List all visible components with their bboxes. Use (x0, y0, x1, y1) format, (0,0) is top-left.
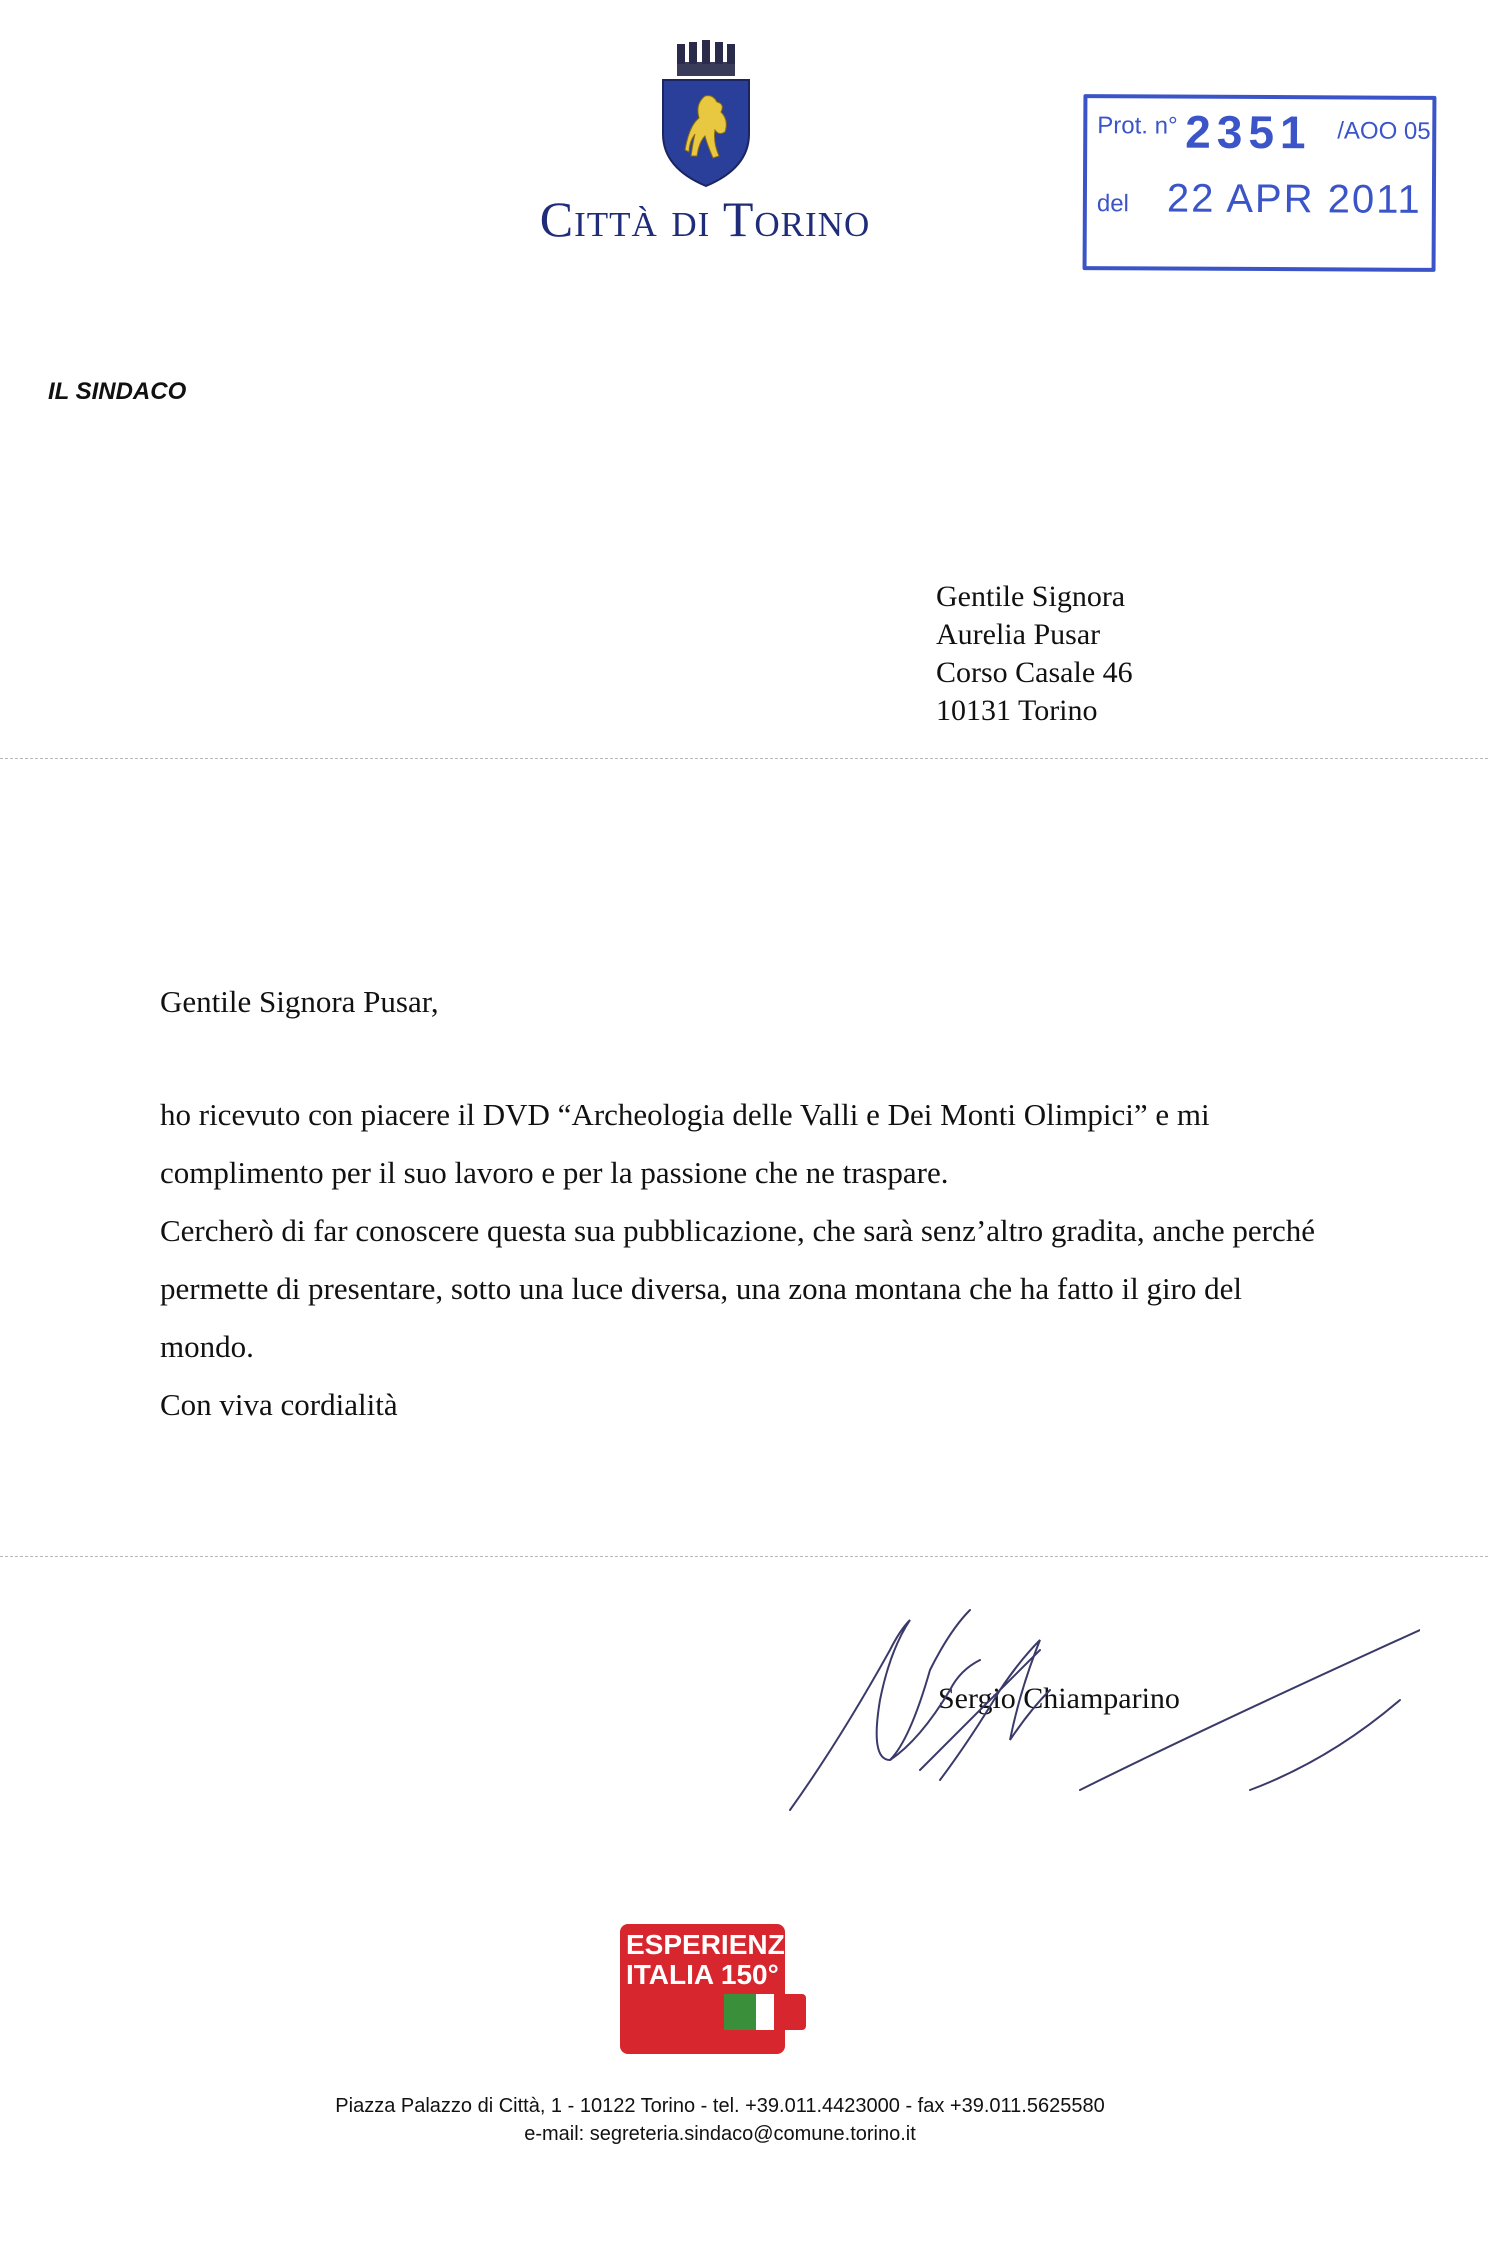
torino-crest-icon (655, 38, 757, 188)
prot-label: Prot. n° (1097, 112, 1178, 140)
footer-address: Piazza Palazzo di Città, 1 - 10122 Torino - tel. +39.011.4423000 - fax +39.011.5625580 (335, 2095, 1105, 2117)
date-label: del (1096, 190, 1129, 218)
address-line: Aurelia Pusar (936, 618, 1101, 651)
footer (0, 2092, 1440, 2148)
logo-line: ITALIA 150° (626, 1959, 779, 1990)
flag-green-stripe (724, 1994, 756, 2030)
address-line: 10131 Torino (936, 694, 1098, 727)
prot-suffix: /AOO 05 (1337, 117, 1431, 145)
handwritten-signature (780, 1590, 1420, 1830)
body-paragraph: ho ricevuto con piacere il DVD “Archeologia delle Valli e Dei Monti Olimpici” e mi complimento per il suo lavoro e per la passione che ne traspare. (160, 1097, 1210, 1190)
recipient-address (936, 578, 1133, 730)
fold-line (0, 758, 1488, 759)
flag-red-stripe (774, 1994, 806, 2030)
fold-line (0, 1556, 1488, 1557)
stamp-date: 22 APR 2011 (1166, 176, 1422, 222)
footer-email: e-mail: segreteria.sindaco@comune.torino.it (524, 2123, 916, 2145)
logo-line: ESPERIENZA (626, 1929, 805, 1960)
body-paragraph: Cercherò di far conoscere questa sua pubblicazione, che sarà senz’altro gradita, anche perché permette di presentare, sotto una luce diversa, una zona montana che ha fatto il giro del mondo. (160, 1213, 1316, 1364)
office-title: IL SINDACO (48, 378, 187, 405)
prot-number: 2351 (1185, 105, 1312, 159)
body-paragraph: Con viva cordialità (160, 1387, 398, 1422)
protocol-stamp (1083, 94, 1437, 272)
esperienza-italia-logo (620, 1924, 805, 2054)
salutation: Gentile Signora Pusar, (160, 984, 439, 1019)
address-line: Corso Casale 46 (936, 656, 1133, 689)
signer-name: Sergio Chiamparino (938, 1682, 1180, 1715)
city-name: Città di Torino (539, 191, 871, 247)
address-line: Gentile Signora (936, 580, 1126, 613)
flag-white-stripe (756, 1994, 774, 2030)
letter-body (160, 1086, 1320, 1434)
